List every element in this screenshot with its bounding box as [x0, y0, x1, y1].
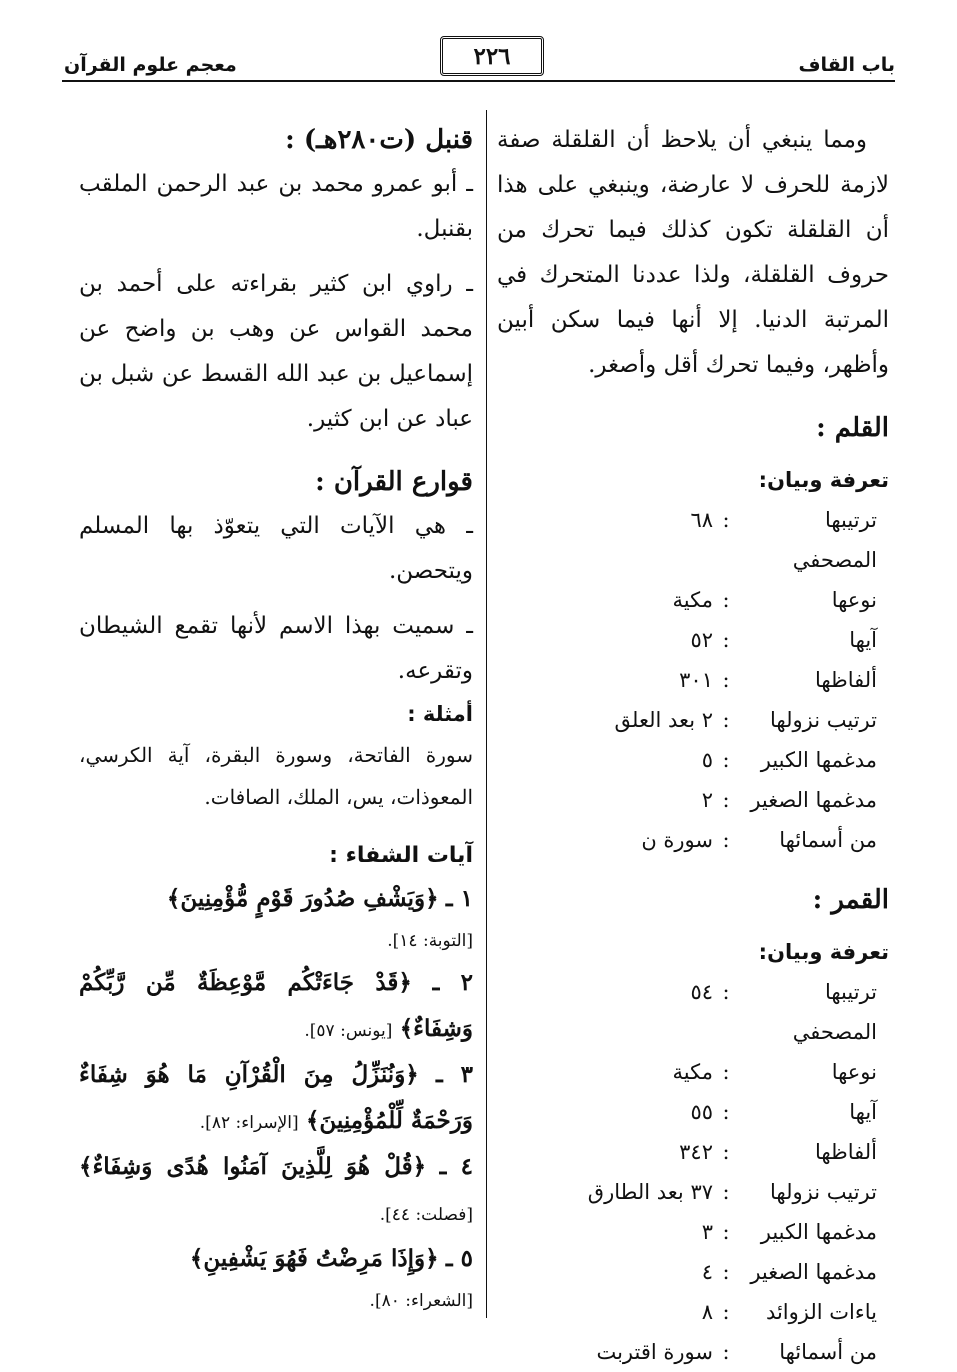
info-row [497, 660, 889, 700]
info-value: ٣٤٢ [679, 1140, 713, 1164]
info-value: سورة ن [641, 828, 713, 852]
info-label: مدغمها الصغير [750, 1260, 877, 1284]
info-value: ٢ [701, 788, 713, 812]
info-colon: : [722, 1220, 730, 1244]
info-label: مدغمها الصغير [750, 788, 877, 812]
info-label: ترتيب نزولها [770, 708, 877, 732]
info-row [497, 1092, 889, 1132]
chapter-header: باب القاف [798, 54, 895, 76]
verse-number: ٤ ـ [439, 1153, 474, 1180]
info-row [497, 740, 889, 780]
verse-line [79, 1144, 473, 1236]
info-value: ٣٧ بعد الطارق [587, 1180, 713, 1204]
info-colon: : [722, 668, 730, 692]
info-value: ٥٥ [690, 1100, 713, 1124]
verse-reference: [يونس: ٥٧]. [304, 1021, 393, 1041]
examples-label: أمثلة : [407, 702, 473, 726]
info-value: ٦٨ [690, 508, 713, 532]
info-label: ألفاظها [814, 1140, 877, 1164]
info-row [497, 1052, 889, 1092]
verse-reference: [الشعراء: ٨٠]. [369, 1291, 473, 1311]
info-value: سورة اقتربت [596, 1340, 713, 1364]
header-rule [62, 80, 895, 82]
info-row [497, 500, 889, 580]
info-row [497, 700, 889, 740]
info-colon: : [722, 748, 730, 772]
info-label: مدغمها الكبير [760, 748, 877, 772]
info-value: ٨ [701, 1300, 713, 1324]
entry-title-qunbul: قنبل (ت٢٨٠هـ) : [285, 125, 473, 155]
verse-text: ﴿وَنُنَزِّلُ مِنَ الْقُرْآنِ مَا هُوَ شِفَاءٌ وَرَحْمَةٌ لِّلْمُؤْمِنِينَ﴾ [79, 1061, 473, 1134]
info-value: مكية [672, 588, 713, 612]
verse-item [79, 960, 473, 1052]
info-label: آيها [849, 1100, 877, 1124]
verse-reference: [الإسراء: ٨٢]. [199, 1113, 299, 1133]
info-colon: : [722, 508, 730, 532]
entry-paragraph: ـ راوي ابن كثير بقراءته على أحمد بن محمد القواس عن وهب بن واضح عن إسماعيل بن عبد الله القسط عن شبل بن عباد عن ابن كثير. [79, 271, 473, 432]
verse-text: ﴿وَإِذَا مَرِضْتُ فَهُوَ يَشْفِينِ﴾ [189, 1245, 439, 1272]
info-value: ٣٠١ [679, 668, 713, 692]
info-value: ٣ [701, 1220, 713, 1244]
info-value: ٢ بعد العلق [614, 708, 713, 732]
verse-text: ﴿قَدْ جَاءَتْكُم مَّوْعِظَةٌ مِّن رَّبِّكُمْ وَشِفَاءٌ﴾ [79, 969, 473, 1042]
verse-text: ﴿قُلْ هُوَ لِلَّذِينَ آمَنُوا هُدًى وَشِفَاءٌ﴾ [79, 1153, 427, 1180]
info-colon: : [722, 1300, 730, 1324]
entry-title-qawari: قوارع القرآن : [315, 467, 473, 497]
info-colon: : [722, 628, 730, 652]
verse-item [79, 876, 473, 960]
verse-reference: [فصلت: ٤٤]. [379, 1205, 473, 1225]
info-value: ٥ [701, 748, 713, 772]
info-row [497, 580, 889, 620]
info-colon: : [722, 588, 730, 612]
verse-line [79, 960, 473, 1052]
info-label: نوعها [831, 1060, 877, 1084]
info-colon: : [722, 828, 730, 852]
info-label: نوعها [831, 588, 877, 612]
info-colon: : [722, 788, 730, 812]
info-colon: : [722, 708, 730, 732]
verse-line [79, 1052, 473, 1144]
column-divider [486, 110, 487, 1318]
info-colon: : [722, 1260, 730, 1284]
surah-subtitle-qamar: تعرفة وبيان: [758, 940, 889, 964]
verse-text: ﴿وَيَشْفِ صُدُورَ قَوْمٍ مُّؤْمِنِينَ﴾ [166, 885, 439, 912]
verse-item [79, 1144, 473, 1236]
verse-item [79, 1236, 473, 1320]
entry-title-shifa: آيات الشفاء : [329, 843, 473, 868]
page-number: ٢٢٦ [440, 36, 544, 76]
info-label: مدغمها الكبير [760, 1220, 877, 1244]
verse-line [79, 1236, 473, 1282]
verse-number: ٢ ـ [432, 969, 474, 996]
info-value: ٤ [701, 1260, 713, 1284]
verse-line [79, 876, 473, 922]
info-row [497, 1212, 889, 1252]
info-label: من أسمائها [779, 1340, 877, 1364]
info-row [497, 620, 889, 660]
verse-number: ١ ـ [445, 885, 473, 912]
info-row [497, 1132, 889, 1172]
info-label: ألفاظها [814, 668, 877, 692]
entry-paragraph: ـ أبو عمرو محمد بن عبد الرحمن الملقب بقنبل. [79, 171, 473, 242]
surah-subtitle-qalam: تعرفة وبيان: [758, 468, 889, 492]
info-label: من أسمائها [779, 828, 877, 852]
info-colon: : [722, 1060, 730, 1084]
info-row [497, 820, 889, 860]
right-column [497, 118, 889, 1372]
info-row [497, 972, 889, 1052]
surah-title-qalam: القلم : [816, 413, 889, 443]
examples-text: سورة الفاتحة، وسورة البقرة، آية الكرسي، المعوذات، يس، الملك، الصافات. [79, 743, 473, 809]
intro-paragraph: ومما ينبغي أن يلاحظ أن القلقلة صفة لازمة للحرف لا عارضة، وينبغي على هذا أن القلقلة تكون كذلك فيما تحرك من حروف القلقلة، ولذا عددنا المتحرك في المرتبة الدنيا. إلا أنها فيما سكن أبين وأظهر، وفيما تحرك أقل وأصغر. [497, 127, 889, 378]
info-value: مكية [672, 1060, 713, 1084]
verse-item [79, 1052, 473, 1144]
left-column [79, 118, 473, 1320]
info-value: ٥٢ [690, 628, 713, 652]
verse-number: ٣ ـ [436, 1061, 474, 1088]
verse-reference: [التوبة: ١٤]. [387, 931, 473, 951]
surah-info-table-qalam [497, 500, 889, 860]
surah-title-qamar: القمر : [812, 885, 889, 915]
info-row [497, 780, 889, 820]
info-row [497, 1172, 889, 1212]
entry-paragraph: ـ هي الآيات التي يتعوّذ بها المسلم ويتحصن. [79, 513, 473, 584]
info-label: ترتيبها المصحفي [792, 980, 877, 1044]
info-label: ترتيبها المصحفي [792, 508, 877, 572]
info-row [497, 1332, 889, 1372]
info-row [497, 1252, 889, 1292]
info-colon: : [722, 1340, 730, 1364]
info-label: ياءات الزوائد [765, 1300, 877, 1324]
info-label: آيها [849, 628, 877, 652]
entry-paragraph: ـ سميت بهذا الاسم لأنها تقمع الشيطان وتقرعه. [79, 613, 473, 684]
info-colon: : [722, 1140, 730, 1164]
info-label: ترتيب نزولها [770, 1180, 877, 1204]
info-row [497, 1292, 889, 1332]
info-colon: : [722, 1100, 730, 1124]
verse-number: ٥ ـ [445, 1245, 473, 1272]
info-colon: : [722, 1180, 730, 1204]
book-title-header: معجم علوم القرآن [64, 54, 237, 76]
surah-info-table-qamar [497, 972, 889, 1372]
info-value: ٥٤ [690, 980, 713, 1004]
info-colon: : [722, 980, 730, 1004]
